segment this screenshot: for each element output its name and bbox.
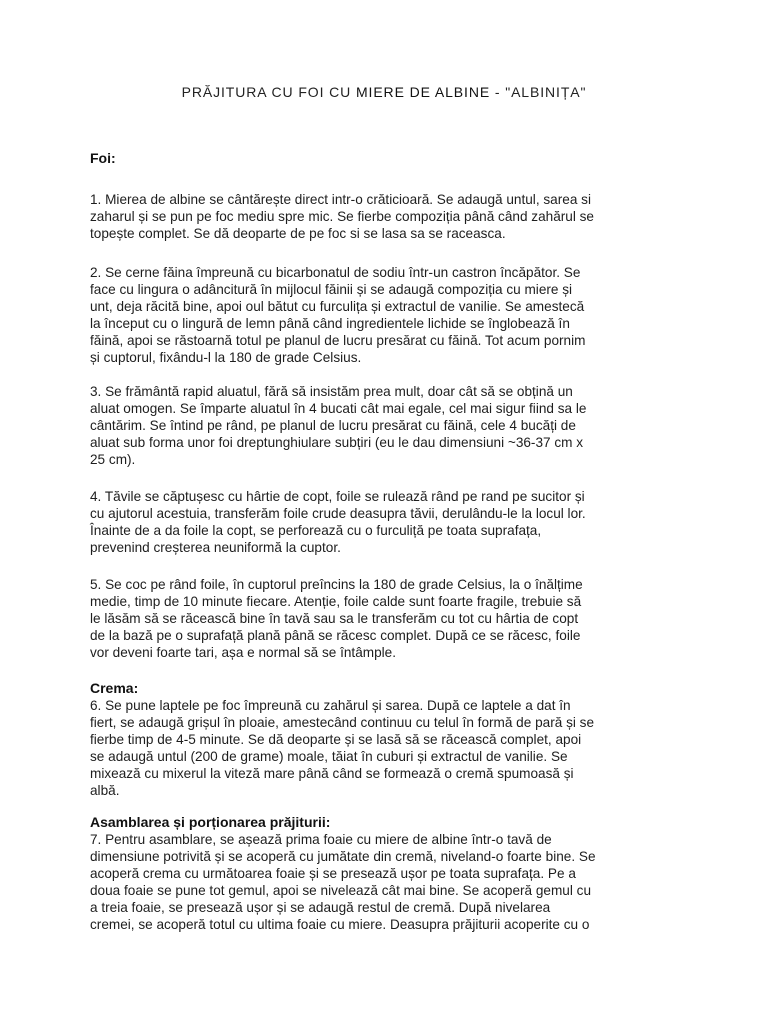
text-line: topește complet. Se dă deoparte de pe foc si se lasa sa se raceasca. xyxy=(90,226,506,241)
text-line: fiert, se adaugă grișul în ploaie, amestecând continuu cu telul în formă de pară și se xyxy=(90,715,595,730)
text-line: 5. Se coc pe rând foile, în cuptorul preîncins la 180 de grade Celsius, la o înălțime xyxy=(90,577,583,592)
text-line: cremei, se acoperă totul cu ultima foaie cu miere. Deasupra prăjiturii acoperite cu o xyxy=(90,917,590,932)
section-heading-crema: Crema: xyxy=(90,680,139,696)
text-line: Înainte de a da foile la copt, se perforează cu o furculiță pe toata suprafața, xyxy=(90,523,542,538)
text-line: 25 cm). xyxy=(90,452,136,467)
text-line: 3. Se frământă rapid aluatul, fără să insistăm prea mult, doar cât să se obțină un xyxy=(90,384,573,399)
text-line: vor deveni foarte tari, așa e normal să se întâmple. xyxy=(90,645,397,660)
text-line: 4. Tăvile se căptușesc cu hârtie de copt, foile se rulează rând pe rand pe sucitor și xyxy=(90,489,585,504)
text-line: de la bază pe o suprafață plană până se răcesc complet. După ce se răcesc, foile xyxy=(90,628,581,643)
text-line: se adaugă untul (200 de grame) moale, tăiat în cuburi și extractul de vanilie. Se xyxy=(90,749,568,764)
text-line: dimensiune potrivită și se acoperă cu jumătate din cremă, niveland-o foarte bine. Se xyxy=(90,849,596,864)
paragraph-step-4 xyxy=(90,488,680,556)
title-part-2: MIERE DE ALBINE xyxy=(355,84,491,100)
paragraph-step-1 xyxy=(90,191,680,242)
text-line: la început cu o lingură de lemn până când ingredientele lichide se înglobează în xyxy=(90,316,570,331)
section-asamblare xyxy=(90,814,680,933)
text-line: medie, timp de 10 minute fiecare. Atenție, foile calde sunt foarte fragile, trebuie să xyxy=(90,594,582,609)
text-line: acoperă crema cu următoarea foaie și se presează ușor pe toata suprafața. Pe a xyxy=(90,866,576,881)
text-line: albă. xyxy=(90,783,120,798)
title-part-1: PRĂJITURA CU FOI CU xyxy=(181,84,356,100)
text-line: face cu lingura o adâncitură în mijlocul făinii și se adaugă compoziția cu miere și xyxy=(90,282,573,297)
text-line: cu ajutorul acestuia, transferăm foile crude deasupra tăvii, derulându-le la locul lor. xyxy=(90,506,586,521)
text-line: aluat sub forma unor foi dreptunghiulare subțiri (eu le dau dimensiuni ~36-37 cm x xyxy=(90,435,584,450)
text-line: fierbe timp de 4-5 minute. Se dă deoparte și se lasă să se răcească complet, apoi xyxy=(90,732,582,747)
text-line: aluat omogen. Se împarte aluatul în 4 bucati cât mai egale, cel mai sigur fiind sa le xyxy=(90,401,587,416)
text-line: 7. Pentru asamblare, se așează prima foaie cu miere de albine într-o tavă de xyxy=(90,832,552,847)
paragraph-step-3 xyxy=(90,383,680,468)
text-line: 6. Se pune laptele pe foc împreună cu zahărul și sarea. După ce laptele a dat în xyxy=(90,698,571,713)
title-part-3: - "ALBINIȚA" xyxy=(490,84,587,100)
text-line: le lăsăm să se răcească bine în tavă sau sa le transferăm cu tot cu hârtia de copt xyxy=(90,611,579,626)
text-line: cântărim. Se întind pe rând, pe planul de lucru presărat cu făină, cele 4 bucăți de xyxy=(90,418,576,433)
text-line: doua foaie se pune tot gemul, apoi se nivelează cât mai bine. Se acoperă gemul cu xyxy=(90,883,592,898)
section-heading-foi: Foi: xyxy=(90,150,116,166)
text-line: prevenind creșterea neuniformă la cuptor. xyxy=(90,540,341,555)
text-line: și cuptorul, fixându-l la 180 de grade Celsius. xyxy=(90,350,362,365)
section-heading-asamblare: Asamblarea și porționarea prăjiturii: xyxy=(90,814,331,830)
text-line: zaharul și se pun pe foc mediu spre mic. Se fierbe compoziția până când zahărul se xyxy=(90,209,594,224)
text-line: mixează cu mixerul la viteză mare până când se formează o cremă spumoasă și xyxy=(90,766,574,781)
document-title xyxy=(0,84,768,100)
text-line: 1. Mierea de albine se cântărește direct intr-o crăticioară. Se adaugă untul, sarea si xyxy=(90,192,591,207)
text-line: a treia foaie, se presează ușor și se adaugă restul de cremă. După nivelarea xyxy=(90,900,551,915)
paragraph-step-2 xyxy=(90,264,680,366)
text-line: făină, apoi se răstoarnă totul pe planul de lucru presărat cu făină. Tot acum pornim xyxy=(90,333,586,348)
text-line: 2. Se cerne făina împreună cu bicarbonatul de sodiu într-un castron încăpător. Se xyxy=(90,265,581,280)
paragraph-step-5 xyxy=(90,576,680,661)
section-crema xyxy=(90,680,680,799)
text-line: unt, deja răcită bine, apoi oul bătut cu furculița și extractul de vanilie. Se amestecă xyxy=(90,299,585,314)
